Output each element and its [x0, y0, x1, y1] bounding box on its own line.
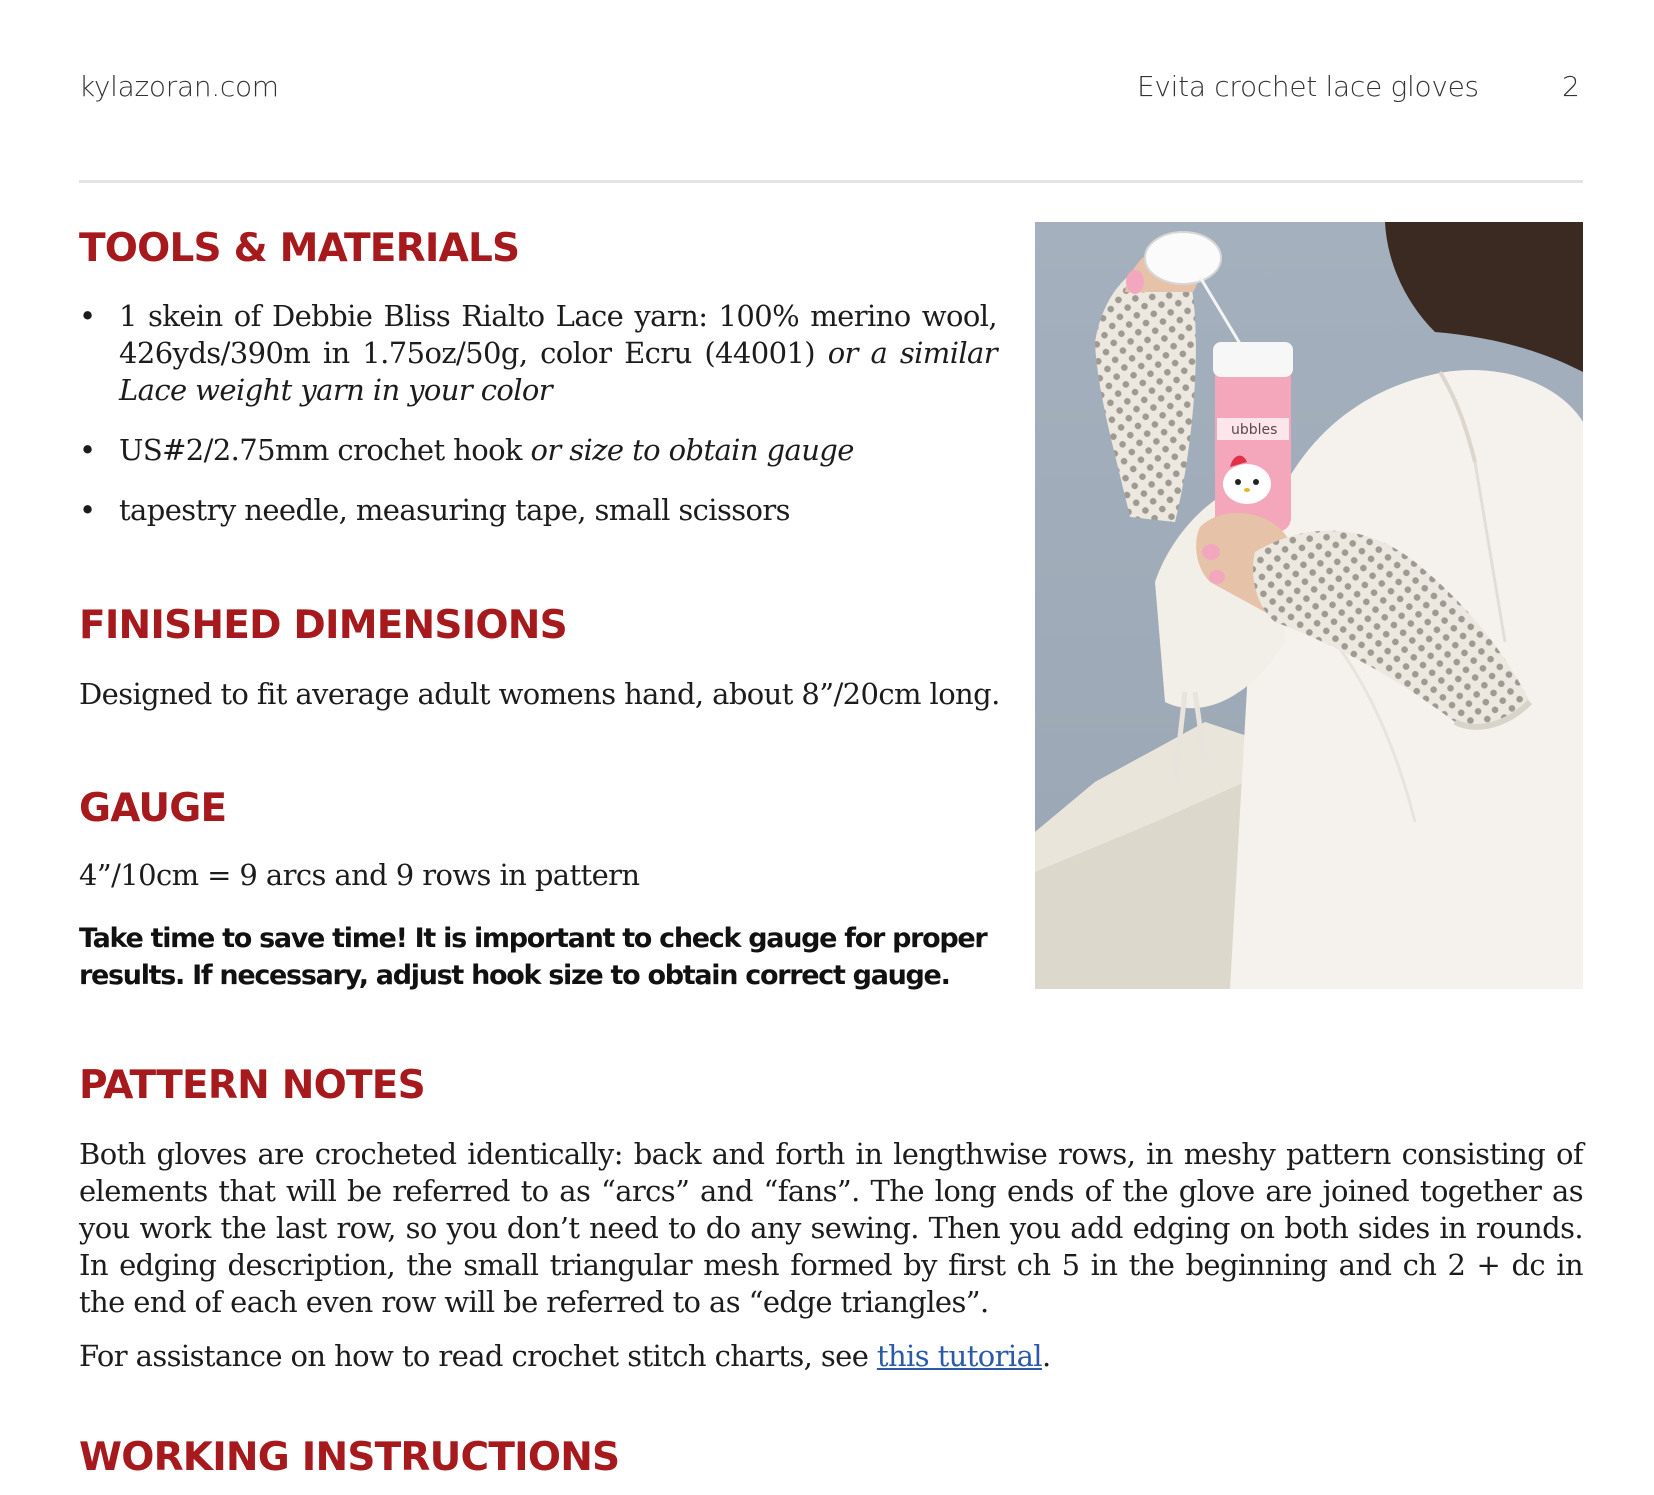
gauge-note: Take time to save time! It is important to check gauge for proper results. If necessary, adjust hook size to obtain correct gauge.: [79, 923, 987, 991]
list-item: • US#2/2.75mm crochet hook or size to obtain gauge: [79, 433, 854, 467]
dimensions-text: Designed to fit average adult womens hand, about 8”/20cm long.: [79, 677, 1000, 711]
header-divider: [79, 180, 1583, 183]
tutorial-sentence: [79, 1338, 1051, 1375]
list-item: • tapestry needle, measuring tape, small scissors: [79, 493, 790, 527]
material-alt: or size to obtain gauge: [530, 433, 854, 467]
site-name: kylazoran.com: [79, 70, 279, 103]
list-item: • 1 skein of Debbie Bliss Rialto Lace yarn: 100% merino wool, 426yds/390m in 1.75oz/50g, color Ecru (44001) or a similar Lace weight yarn in your color: [79, 299, 997, 407]
material-text: tapestry needle, measuring tape, small scissors: [119, 493, 790, 527]
pattern-notes-text: Both gloves are crocheted identically: back and forth in lengthwise rows, in meshy pattern consisting of elements that will be referred to as “arcs” and “fans”. The long ends of the glove are joined together as you work the last row, so you don’t need to do any sewing. Then you add edging on both sides in rounds. In edging description, the small triangular mesh formed by first ch 5 in the beginning and ch 2 + dc in the end of each even row will be referred to as “edge triangles”.: [79, 1137, 1583, 1319]
tutorial-link[interactable]: this tutorial: [876, 1339, 1042, 1373]
pattern-notes-heading: PATTERN NOTES: [79, 1063, 425, 1108]
working-instructions-heading: WORKING INSTRUCTIONS: [79, 1435, 620, 1480]
bottle-label: ubbles: [1231, 422, 1278, 438]
assist-end: .: [1041, 1339, 1051, 1373]
gauge-heading: GAUGE: [79, 786, 227, 831]
material-text: 1 skein of Debbie Bliss Rialto Lace yarn: 100% merino wool, 426yds/390m in 1.75oz/50g, color Ecru (44001): [119, 299, 997, 370]
material-alt: or a similar Lace weight yarn in your color: [119, 336, 997, 407]
document-title: Evita crochet lace gloves: [1137, 70, 1479, 103]
gloves-photo: [1035, 222, 1583, 989]
finished-dimensions-heading: FINISHED DIMENSIONS: [79, 603, 567, 648]
page-number: 2: [1562, 70, 1580, 103]
materials-list: [79, 298, 997, 552]
assist-text: For assistance on how to read crochet stitch charts, see: [79, 1339, 877, 1373]
material-text: US#2/2.75mm crochet hook: [119, 433, 531, 467]
tools-materials-heading: TOOLS & MATERIALS: [79, 226, 520, 271]
gauge-text: 4”/10cm = 9 arcs and 9 rows in pattern: [79, 858, 640, 892]
